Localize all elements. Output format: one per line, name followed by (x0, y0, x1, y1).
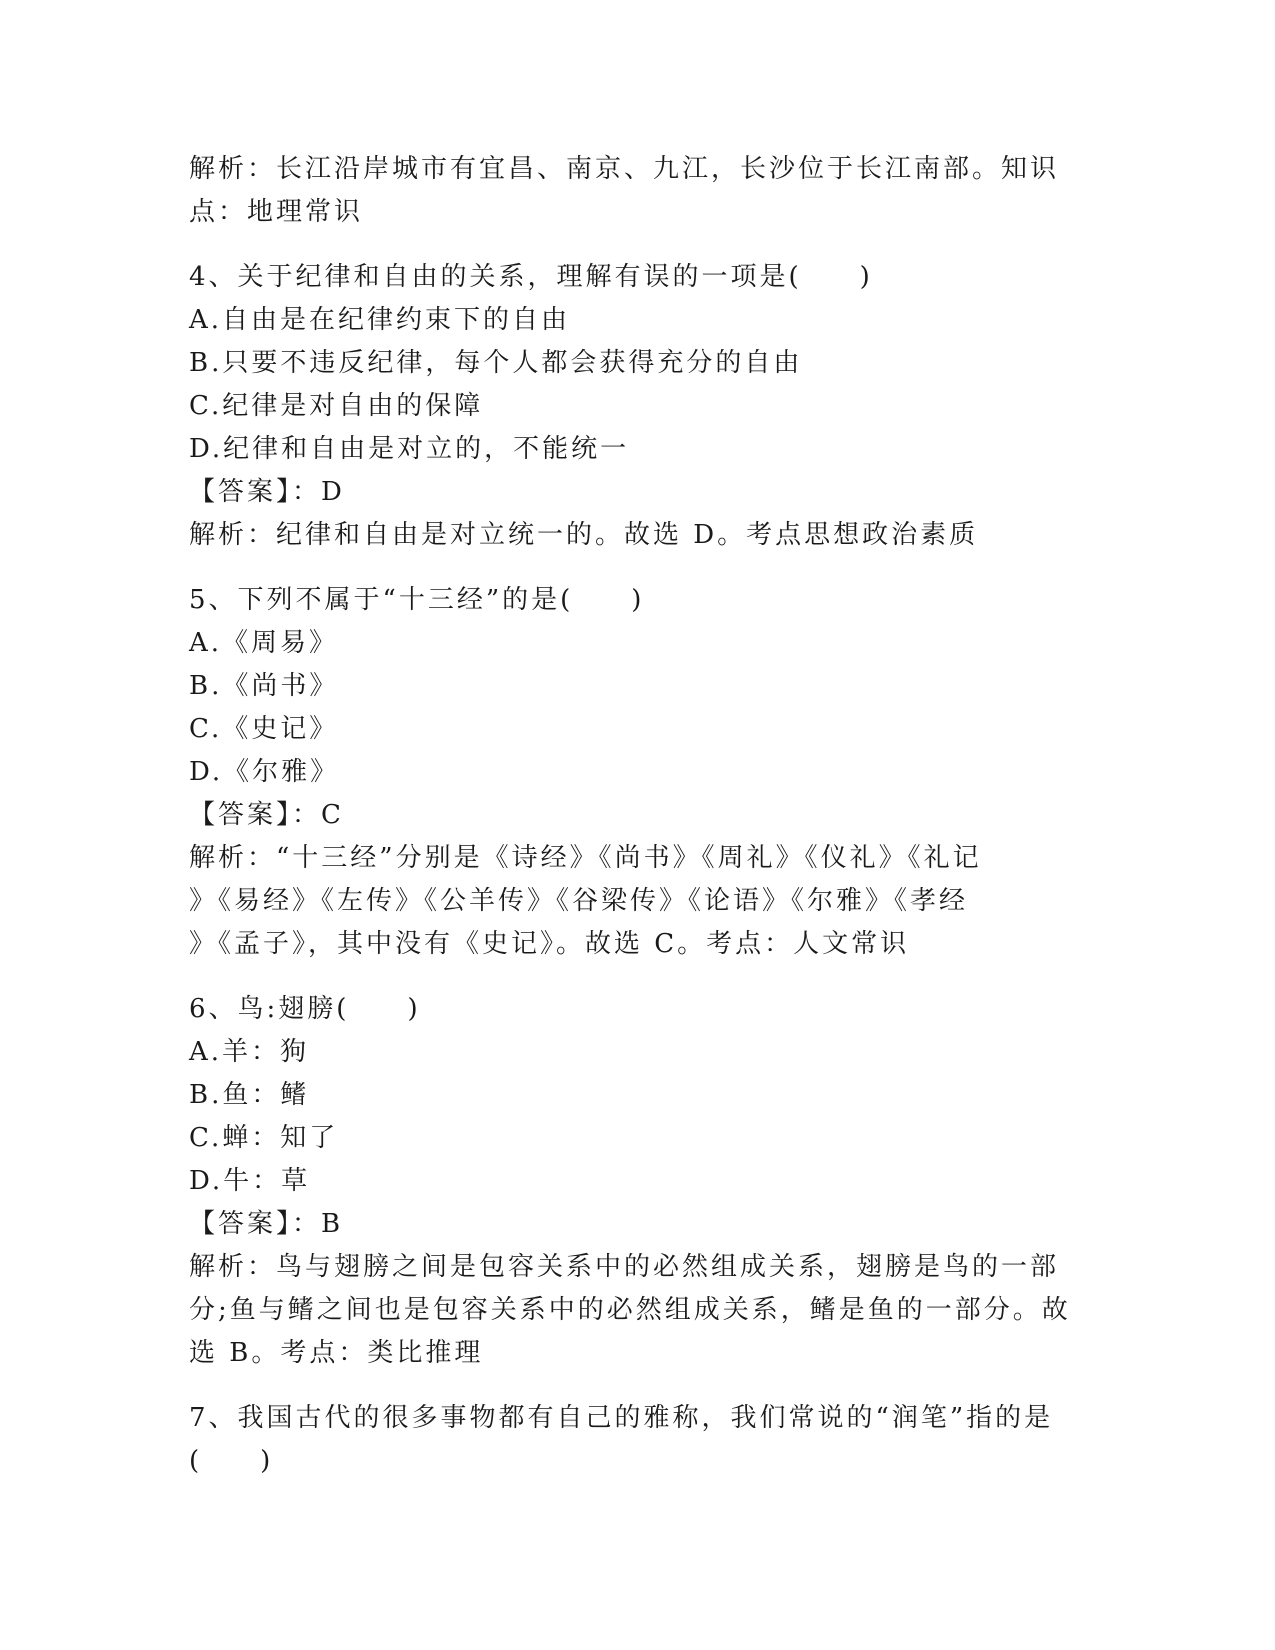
explanation-line: 点：地理常识 (189, 197, 364, 227)
option-a: A.羊：狗 (189, 1037, 310, 1067)
answer: 【答案】：B (189, 1209, 344, 1239)
option-b: B.只要不违反纪律，每个人都会获得充分的自由 (189, 348, 803, 378)
prev-explanation (189, 148, 1089, 234)
question-6 (189, 988, 1089, 1375)
question-stem: 6、鸟:翅膀( ) (189, 994, 421, 1024)
question-stem: 5、下列不属于“十三经”的是( ) (189, 585, 645, 615)
option-c: C.纪律是对自由的保障 (189, 391, 484, 421)
option-b: B.《尚书》 (189, 671, 339, 701)
answer: 【答案】：C (189, 800, 344, 830)
question-4 (189, 256, 1089, 557)
explanation-line: 解析：“十三经”分别是《诗经》《尚书》《周礼》《仪礼》《礼记 (189, 843, 982, 873)
document-page (189, 148, 1089, 1483)
option-b: B.鱼：鳍 (189, 1080, 310, 1110)
explanation-line: 》《孟子》，其中没有《史记》。故选 C。考点：人文常识 (189, 929, 910, 959)
explanation-line: 解析：长江沿岸城市有宜昌、南京、九江，长沙位于长江南部。知识 (189, 154, 1060, 184)
question-stem: 4、关于纪律和自由的关系，理解有误的一项是( ) (189, 262, 873, 292)
option-d: D.牛：草 (189, 1166, 311, 1196)
explanation-line: 解析：纪律和自由是对立统一的。故选 D。考点思想政治素质 (189, 520, 979, 550)
option-a: A.《周易》 (189, 628, 339, 658)
option-a: A.自由是在纪律约束下的自由 (189, 305, 571, 335)
explanation-line: 》《易经》《左传》《公羊传》《谷梁传》《论语》《尔雅》《孝经 (189, 886, 969, 916)
question-stem: 7、我国古代的很多事物都有自己的雅称，我们常说的“润笔”指的是 (189, 1403, 1054, 1433)
question-stem-continued: ( ) (189, 1446, 274, 1476)
question-7 (189, 1397, 1089, 1483)
option-c: C.《史记》 (189, 714, 339, 744)
explanation-line: 分;鱼与鳍之间也是包容关系中的必然组成关系，鳍是鱼的一部分。故 (189, 1295, 1071, 1325)
answer: 【答案】：D (189, 477, 345, 507)
option-d: D.《尔雅》 (189, 757, 340, 787)
explanation-line: 选 B。考点：类比推理 (189, 1338, 484, 1368)
explanation-line: 解析：鸟与翅膀之间是包容关系中的必然组成关系，翅膀是鸟的一部 (189, 1252, 1060, 1282)
option-d: D.纪律和自由是对立的，不能统一 (189, 434, 630, 464)
option-c: C.蝉：知了 (189, 1123, 339, 1153)
question-5 (189, 579, 1089, 966)
